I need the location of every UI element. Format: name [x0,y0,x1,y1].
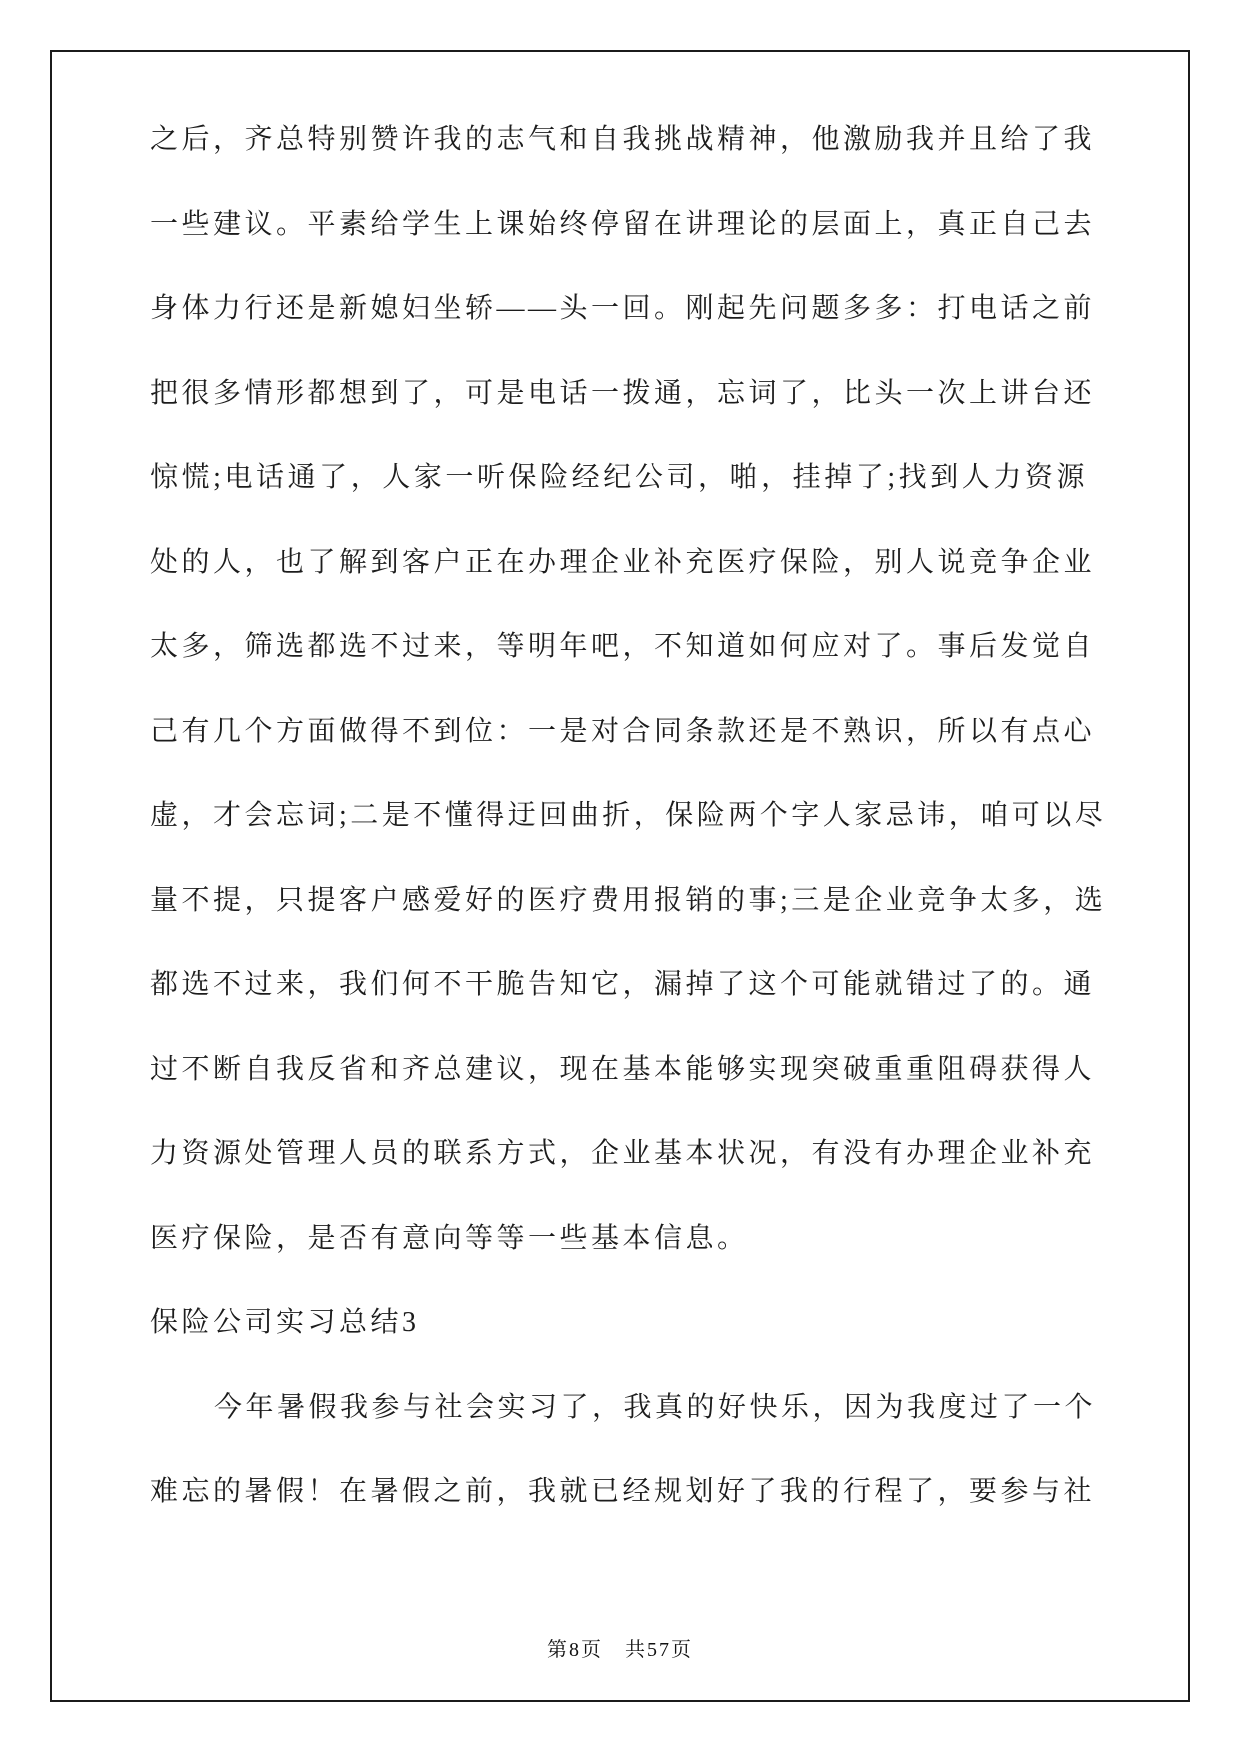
page-border-frame [50,50,1190,1702]
section-heading-internship-summary-3: 保险公司实习总结3 [150,1307,420,1338]
text-line: 过不断自我反省和齐总建议，现在基本能够实现突破重重阻碍获得人 [150,1053,1096,1085]
text-line: 把很多情形都想到了，可是电话一拨通，忘词了，比头一次上讲台还 [150,377,1096,409]
text-line: 己有几个方面做得不到位：一是对合同条款还是不熟识，所以有点心 [150,715,1096,747]
footer-page-number: 第8页 [547,1639,603,1661]
page-content [150,98,1107,1535]
text-line: 虚，才会忘词;二是不懂得迂回曲折，保险两个字人家忌讳，咱可以尽 [150,800,1107,831]
page-footer [52,1633,1188,1662]
text-line: 一些建议。平素给学生上课始终停留在讲理论的层面上，真正自己去 [150,208,1096,240]
text-line: 都选不过来，我们何不干脆告知它，漏掉了这个可能就错过了的。通 [150,969,1096,1000]
text-line: 难忘的暑假！在暑假之前，我就已经规划好了我的行程了，要参与社 [150,1476,1096,1507]
paragraph-internship-summary-2-continued [150,98,1107,1281]
text-line: 力资源处管理人员的联系方式，企业基本状况，有没有办理企业补充 [150,1138,1096,1169]
text-line: 身体力行还是新媳妇坐轿——头一回。刚起先问题多多：打电话之前 [150,293,1096,324]
text-line: 惊慌;电话通了，人家一听保险经纪公司，啪，挂掉了;找到人力资源 [150,462,1088,493]
text-line: 之后，齐总特别赞许我的志气和自我挑战精神，他激励我并且给了我 [150,124,1096,155]
text-line: 医疗保险，是否有意向等等一些基本信息。 [150,1222,749,1254]
paragraph-internship-summary-3-intro [150,1366,1097,1535]
text-line: 处的人，也了解到客户正在办理企业补充医疗保险，别人说竞争企业 [150,546,1096,578]
footer-total-pages: 共57页 [625,1639,693,1661]
text-line: 今年暑假我参与社会实习了，我真的好快乐，因为我度过了一个 [214,1391,1097,1423]
text-line: 量不提，只提客户感爱好的医疗费用报销的事;三是企业竞争太多，选 [150,884,1107,916]
text-line: 太多，筛选都选不过来，等明年吧，不知道如何应对了。事后发觉自 [150,631,1096,662]
